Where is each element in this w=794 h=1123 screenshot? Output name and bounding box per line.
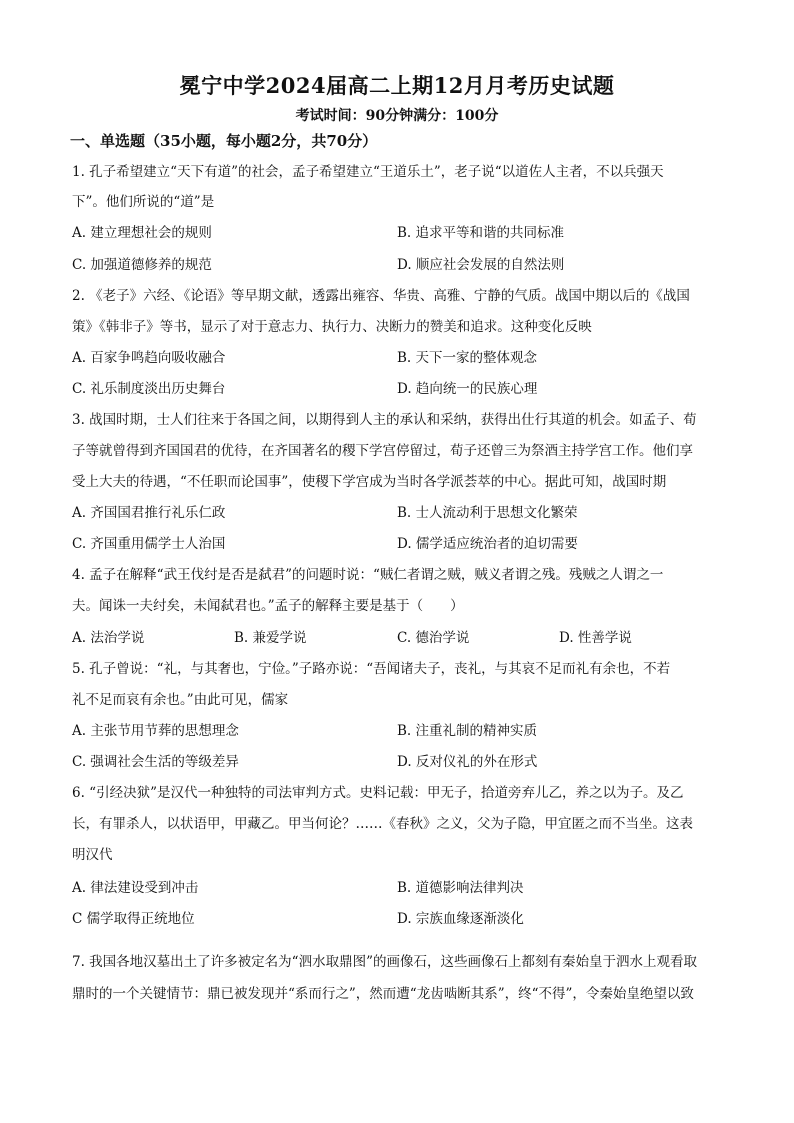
- question-7-line-1: 7. 我国各地汉墓出土了许多被定名为“泗水取鼎图”的画像石，这些画像石上都刻有秦始皇于泗水上观看取: [72, 954, 697, 970]
- question-6-option-d: D. 宗族血缘逐渐淡化: [397, 911, 524, 927]
- question-2-option-b: B. 天下一家的整体观念: [397, 350, 538, 366]
- question-1-option-c: C. 加强道德修养的规范: [72, 257, 212, 273]
- question-1-option-a: A. 建立理想社会的规则: [72, 225, 212, 241]
- question-6-option-a: A. 律法建设受到冲击: [72, 880, 199, 896]
- question-1-line-1: 1. 孔子希望建立“天下有道”的社会，孟子希望建立“王道乐土”，老子说“以道佐人主者，不以兵强天: [72, 164, 664, 180]
- question-5-line-2: 礼不足而哀有余也。”由此可见，儒家: [72, 692, 289, 708]
- question-3-option-a: A. 齐国国君推行礼乐仁政: [72, 505, 226, 521]
- question-3-option-b: B. 士人流动利于思想文化繁荣: [397, 505, 578, 521]
- question-1-line-2: 下”。他们所说的“道”是: [72, 194, 215, 210]
- question-7-line-2: 鼎时的一个关键情节：鼎已被发现并“系而行之”，然而遭“龙齿啮断其系”，终“不得”，令秦始皇绝望以致: [72, 986, 694, 1002]
- question-4-option-c: C. 德治学说: [397, 630, 470, 646]
- question-2-line-2: 策》《韩非子》等书，显示了对于意志力、执行力、决断力的赞美和追求。这种变化反映: [72, 319, 592, 335]
- question-2-option-c: C. 礼乐制度淡出历史舞台: [72, 381, 226, 397]
- question-6-line-2: 长，有罪杀人，以状语甲，甲藏乙。甲当何论？……《春秋》之义，父为子隐，甲宜匿之而不当坐。这表: [72, 816, 693, 832]
- question-1-option-b: B. 追求平等和谐的共同标准: [397, 225, 565, 241]
- question-3-line-2: 子等就曾得到齐国国君的优待，在齐国著名的稷下学宫停留过，荀子还曾三为祭酒主持学宫工作。他们享: [72, 443, 693, 459]
- question-1-option-d: D. 顺应社会发展的自然法则: [397, 257, 565, 273]
- question-5-option-d: D. 反对仪礼的外在形式: [397, 754, 538, 770]
- question-4-line-1: 4. 孟子在解释“武王伐纣是否是弑君”的问题时说：“贼仁者谓之贼，贼义者谓之残。残贼之人谓之一: [72, 567, 664, 583]
- question-4-option-b: B. 兼爱学说: [234, 630, 307, 646]
- question-6-line-3: 明汉代: [72, 847, 113, 863]
- question-6-line-1: 6. “引经决狱”是汉代一种独特的司法审判方式。史料记载：甲无子，拾道旁弃儿乙，养之以为子。及乙: [72, 785, 684, 801]
- question-5-option-b: B. 注重礼制的精神实质: [397, 723, 538, 739]
- exam-title: 冕宁中学2024届高二上期12月月考历史试题: [179, 73, 615, 98]
- question-6-option-c: C 儒学取得正统地位: [72, 911, 195, 927]
- question-4-line-2: 夫。闻诛一夫纣矣，未闻弑君也。”孟子的解释主要是基于（ ）: [72, 598, 464, 614]
- exam-info: 考试时间：90分钟满分：100分: [295, 108, 499, 124]
- question-3-option-c: C. 齐国重用儒学士人治国: [72, 536, 226, 552]
- question-3-line-1: 3. 战国时期，士人们往来于各国之间，以期得到人主的承认和采纳，获得出仕行其道的机会。如孟子、荀: [72, 412, 697, 428]
- question-5-option-c: C. 强调社会生活的等级差异: [72, 754, 239, 770]
- question-6-option-b: B. 道德影响法律判决: [397, 880, 524, 896]
- question-2-option-a: A. 百家争鸣趋向吸收融合: [72, 350, 226, 366]
- question-2-option-d: D. 趋向统一的民族心理: [397, 381, 538, 397]
- question-3-line-3: 受上大夫的待遇，“不任职而论国事”，使稷下学宫成为当时各学派荟萃的中心。据此可知，战国时期: [72, 474, 667, 490]
- question-2-line-1: 2. 《老子》六经、《论语》等早期文献，透露出雍容、华贵、高雅、宁静的气质。战国中期以后的《战国: [72, 288, 690, 304]
- question-5-line-1: 5. 孔子曾说：“礼，与其奢也，宁俭。”子路亦说：“吾闻诸夫子，丧礼，与其哀不足而礼有余也，不若: [72, 661, 671, 677]
- question-4-option-d: D. 性善学说: [559, 630, 632, 646]
- question-3-option-d: D. 儒学适应统治者的迫切需要: [397, 536, 578, 552]
- question-4-option-a: A. 法治学说: [72, 630, 145, 646]
- question-5-option-a: A. 主张节用节葬的思想理念: [72, 723, 239, 739]
- section-heading: 一、单选题（35小题，每小题2分，共70分）: [70, 132, 378, 150]
